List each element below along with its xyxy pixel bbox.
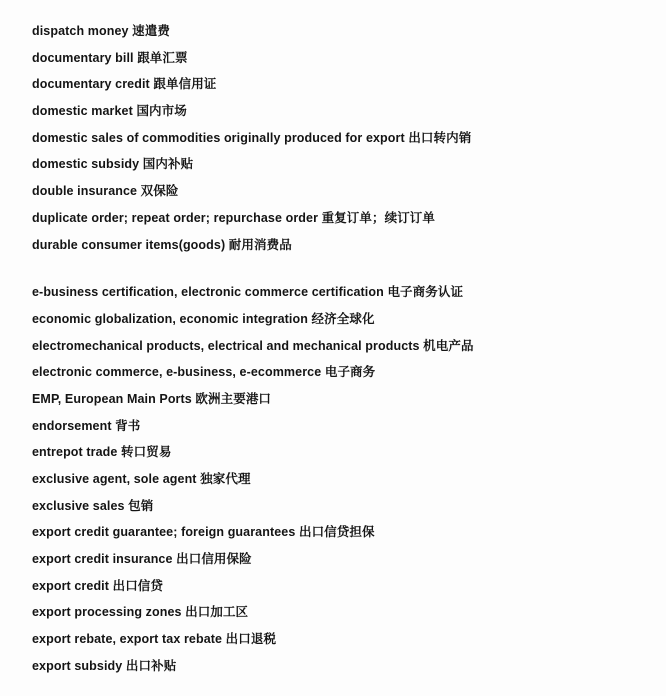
entry-term-chinese: 独家代理	[200, 472, 251, 486]
entry-term-english: export rebate, export tax rebate	[32, 632, 223, 647]
entry-term-english: exclusive sales	[32, 498, 125, 513]
glossary-entry	[32, 626, 658, 653]
entry-term-chinese: 包销	[128, 498, 154, 513]
entry-term-english: economic globalization, economic integration	[32, 311, 308, 326]
entry-term-english: electromechanical products, electrical and mechanical products	[32, 338, 420, 353]
glossary-entry	[32, 232, 658, 259]
entry-term-english: electronic commerce, e-business, e-ecommerce	[32, 365, 322, 380]
entry-term-chinese: 跟单信用证	[153, 77, 217, 92]
glossary-entry	[32, 386, 658, 413]
glossary-entry	[32, 18, 658, 45]
glossary-entry	[32, 413, 658, 440]
entry-term-english: domestic sales of commodities originally produced for export	[32, 130, 405, 145]
glossary-entry	[32, 151, 658, 178]
entry-term-english: e-business certification, electronic commerce certification	[32, 285, 384, 300]
entry-term-english: documentary credit	[32, 77, 150, 92]
glossary-entry	[32, 125, 658, 152]
entry-term-english: entrepot trade	[32, 445, 118, 460]
entry-term-english: EMP, European Main Ports	[32, 391, 192, 406]
entry-term-chinese: 经济全球化	[311, 311, 375, 326]
glossary-entry	[32, 653, 658, 680]
glossary-entry	[32, 599, 658, 626]
entry-term-chinese: 电子商务	[324, 365, 376, 380]
entry-term-english: export subsidy	[32, 658, 123, 673]
entry-term-chinese: 重复订单；续订订单	[321, 210, 436, 225]
glossary-entry	[32, 519, 658, 546]
entry-term-chinese: 出口信用保险	[176, 552, 252, 567]
glossary-entry	[32, 45, 658, 72]
entry-term-chinese: 耐用消费品	[228, 237, 292, 252]
entry-term-chinese: 双保险	[140, 184, 179, 199]
glossary-entry	[32, 333, 658, 360]
entry-term-chinese: 欧洲主要港口	[195, 391, 272, 406]
entry-term-english: durable consumer items(goods)	[32, 237, 226, 252]
entry-term-english: export credit insurance	[32, 552, 173, 567]
entry-term-chinese: 转口贸易	[121, 445, 172, 460]
entry-term-chinese: 国内市场	[136, 104, 187, 119]
entry-term-english: endorsement	[32, 418, 112, 433]
entry-term-chinese: 背书	[115, 418, 141, 433]
entry-term-chinese: 电子商务认证	[387, 285, 464, 300]
entry-term-chinese: 跟单汇票	[137, 50, 188, 65]
glossary-entry	[32, 439, 658, 466]
entry-term-chinese: 出口转内销	[408, 130, 472, 145]
glossary-group	[32, 279, 658, 679]
glossary-entry	[32, 573, 658, 600]
entry-term-chinese: 出口退税	[225, 632, 277, 647]
glossary-entry	[32, 178, 658, 205]
entry-term-chinese: 机电产品	[423, 338, 474, 353]
entry-term-english: domestic market	[32, 104, 133, 119]
glossary-entry	[32, 359, 658, 386]
entry-term-chinese: 出口信贷担保	[298, 525, 375, 540]
glossary-group	[32, 18, 658, 258]
glossary-entry	[32, 306, 658, 333]
entry-term-chinese: 出口信贷	[112, 578, 163, 593]
glossary-entry	[32, 466, 658, 493]
entry-term-english: export credit	[32, 578, 110, 593]
entry-term-chinese: 出口补贴	[125, 658, 177, 673]
entry-term-english: export processing zones	[32, 605, 182, 620]
entry-term-english: dispatch money	[32, 24, 129, 38]
glossary-entry	[32, 98, 658, 125]
entry-term-chinese: 速遣费	[132, 24, 170, 38]
entry-term-english: documentary bill	[32, 50, 134, 65]
entry-term-chinese: 国内补贴	[142, 157, 194, 172]
entry-term-english: export credit guarantee; foreign guarantees	[32, 525, 296, 540]
entry-term-chinese: 出口加工区	[185, 605, 249, 620]
glossary-entry	[32, 546, 658, 573]
entry-term-english: domestic subsidy	[32, 157, 140, 172]
entry-term-english: duplicate order; repeat order; repurchase order	[32, 210, 319, 225]
glossary-entry	[32, 279, 658, 306]
glossary-entry	[32, 205, 658, 232]
entry-term-english: double insurance	[32, 184, 138, 199]
glossary-entry	[32, 71, 658, 98]
entry-term-english: exclusive agent, sole agent	[32, 472, 197, 486]
glossary-entry	[32, 493, 658, 520]
